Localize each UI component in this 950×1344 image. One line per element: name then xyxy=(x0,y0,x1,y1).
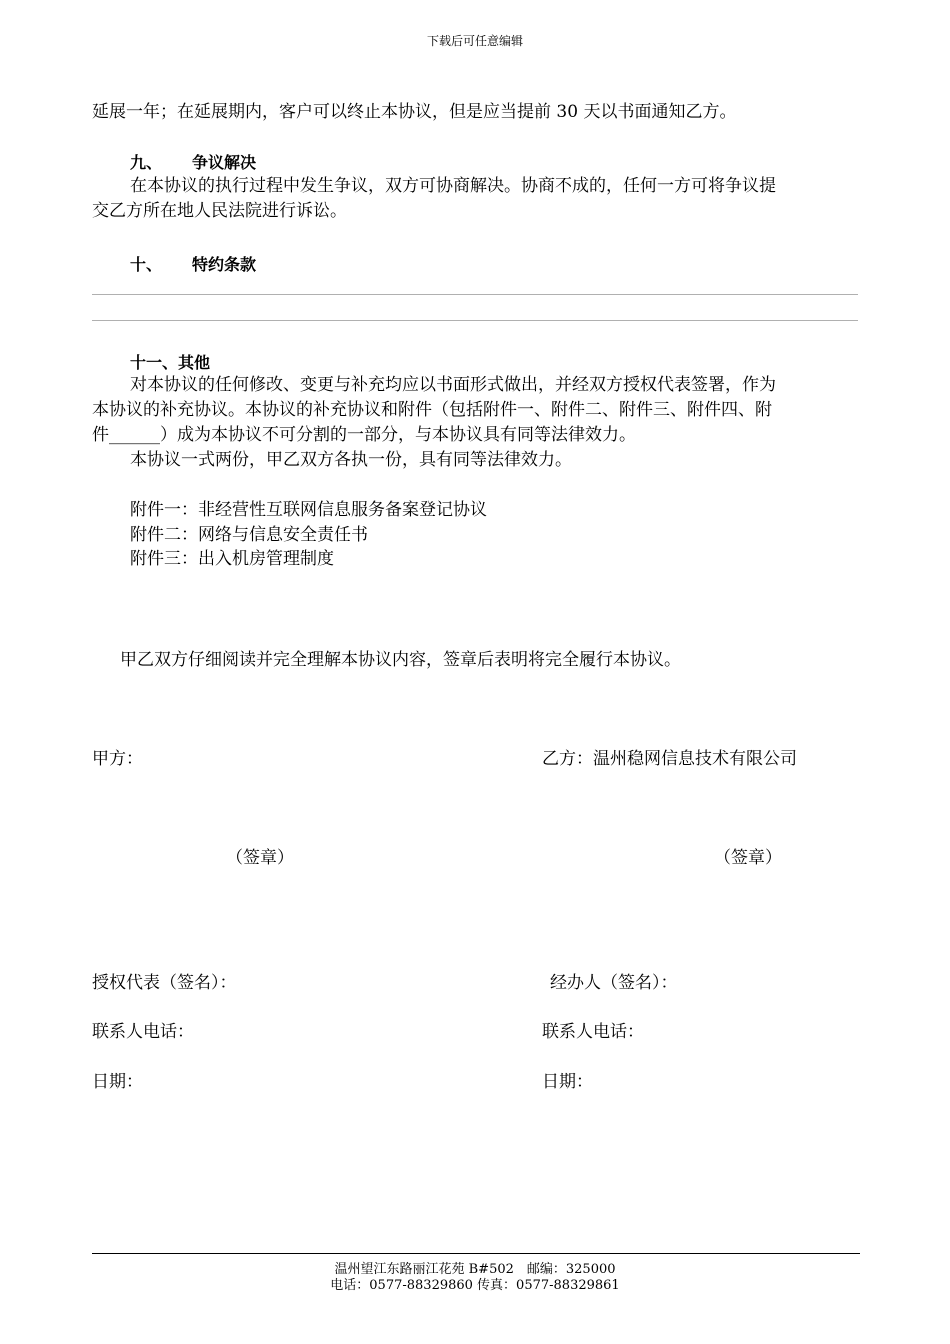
party-a-seal: （签章） xyxy=(226,848,294,868)
section10-title: 特约条款 xyxy=(192,255,257,274)
party-b-date: 日期： xyxy=(542,1072,593,1092)
section9-title: 争议解决 xyxy=(192,153,257,172)
section11-line2: 本协议的补充协议。本协议的补充协议和附件（包括附件一、附件二、附件三、附件四、附 xyxy=(92,400,772,420)
page-header: 下载后可任意编辑 xyxy=(426,34,523,48)
party-b-label: 乙方：温州稳网信息技术有限公司 xyxy=(542,749,797,769)
section9-line1: 在本协议的执行过程中发生争议，双方可协商解决。协商不成的，任何一方可将争议提 xyxy=(130,176,776,196)
footer-address: 温州望江东路丽江花苑 B#502 邮编：325000 xyxy=(334,1262,616,1277)
section11-line1: 对本协议的任何修改、变更与补充均应以书面形式做出，并经双方授权代表签署，作为 xyxy=(130,375,776,395)
party-a-label: 甲方： xyxy=(92,749,143,769)
special-terms-blank-line-1 xyxy=(92,294,858,295)
party-b-phone: 联系人电话： xyxy=(542,1022,644,1042)
party-a-date: 日期： xyxy=(92,1072,143,1092)
footer-divider xyxy=(92,1253,860,1254)
section9-line2: 交乙方所在地人民法院进行诉讼。 xyxy=(92,201,347,221)
confirmation-statement: 甲乙双方仔细阅读并完全理解本协议内容，签章后表明将完全履行本协议。 xyxy=(120,650,681,670)
party-b-seal: （签章） xyxy=(714,848,782,868)
footer-contact: 电话：0577-88329860 传真：0577-88329861 xyxy=(330,1278,620,1293)
section11-line4: 本协议一式两份，甲乙双方各执一份，具有同等法律效力。 xyxy=(130,450,572,470)
section11-title: 十一、其他 xyxy=(130,353,211,372)
section11-line3: 件______）成为本协议不可分割的一部分，与本协议具有同等法律效力。 xyxy=(92,425,636,445)
section9-number: 九、 xyxy=(130,153,163,172)
party-b-handler: 经办人（签名）： xyxy=(550,973,678,993)
attachment-3: 附件三：出入机房管理制度 xyxy=(130,549,334,569)
section10-number: 十、 xyxy=(130,255,163,274)
special-terms-blank-line-2 xyxy=(92,320,858,321)
attachment-2: 附件二：网络与信息安全责任书 xyxy=(130,525,368,545)
paragraph-extend: 延展一年；在延展期内，客户可以终止本协议，但是应当提前 30 天以书面通知乙方。 xyxy=(92,102,737,122)
party-a-phone: 联系人电话： xyxy=(92,1022,194,1042)
party-a-representative: 授权代表（签名）： xyxy=(92,973,237,993)
attachment-1: 附件一：非经营性互联网信息服务备案登记协议 xyxy=(130,500,487,520)
